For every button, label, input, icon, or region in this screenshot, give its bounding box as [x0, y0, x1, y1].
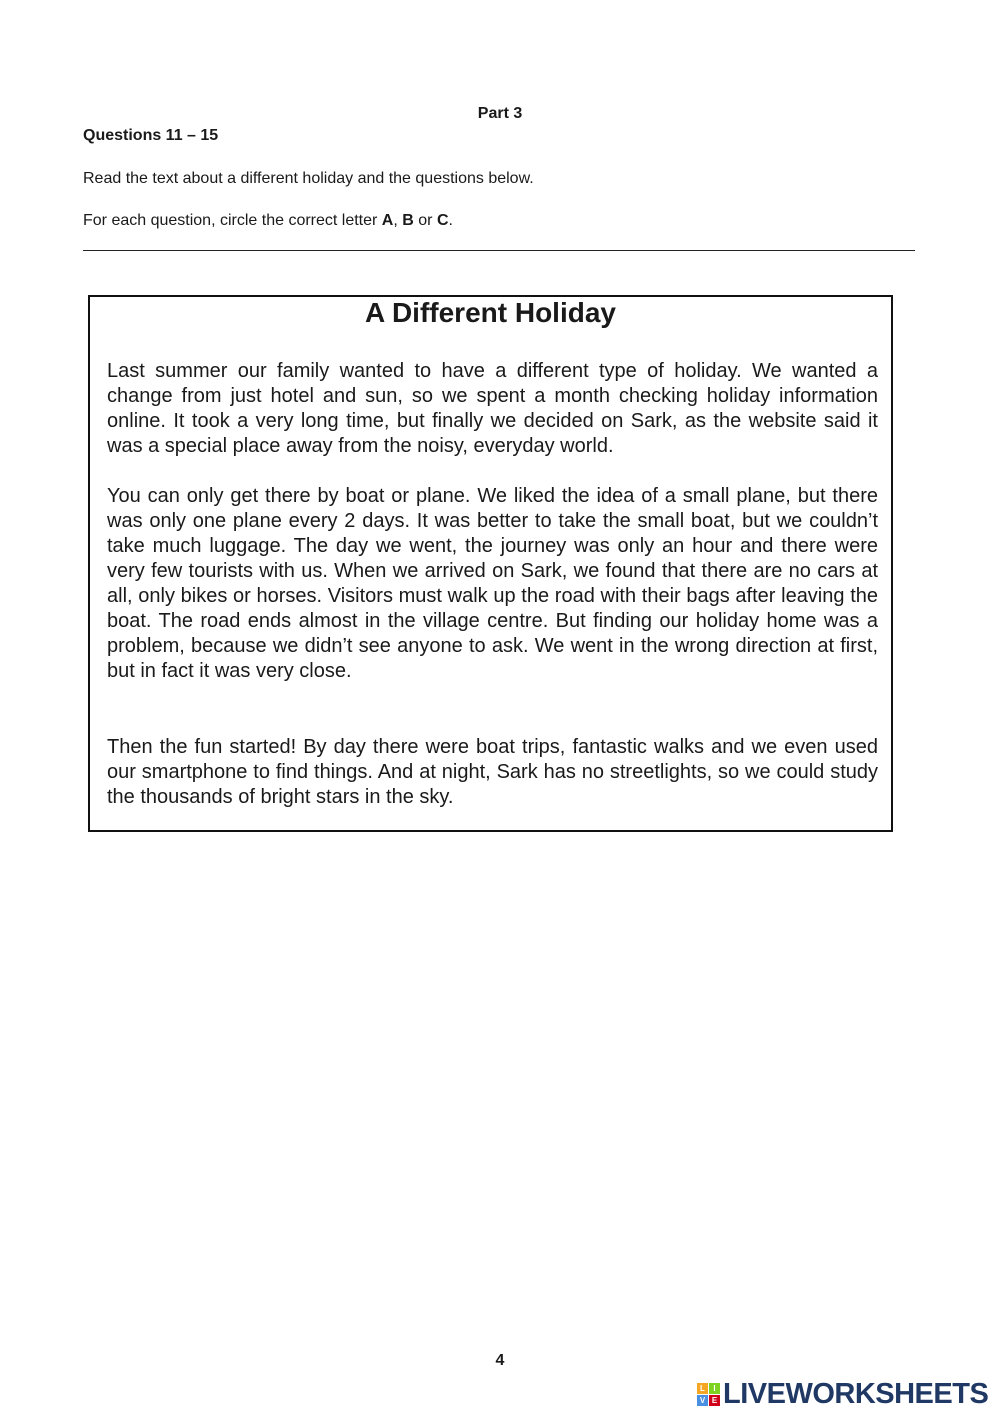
- article-paragraph-1: Last summer our family wanted to have a different type of holiday. We wanted a change from just hotel and sun, so we spent a month checking holiday information online. It took a very long time, but finally we decided on Sark, as the website said it was a special place away from the noisy, everyday world.: [107, 360, 878, 457]
- article-paragraph-3: Then the fun started! By day there were boat trips, fantastic walks and we even used our smartphone to find things. And at night, Sark has no streetlights, so we could study the thousands of bright stars in the sky.: [107, 736, 878, 808]
- letter-b: B: [402, 212, 414, 229]
- page-number: 4: [495, 1352, 505, 1369]
- logo-wordmark: LIVEWORKSHEETS: [723, 1377, 989, 1410]
- logo-mark-icon: [697, 1383, 720, 1406]
- letter-c: C: [436, 212, 449, 229]
- logo-tile-i: I: [709, 1383, 720, 1394]
- article-title: A Different Holiday: [365, 297, 616, 328]
- logo-tile-l: L: [697, 1383, 708, 1394]
- logo-tile-v: V: [697, 1395, 708, 1406]
- circle-instruction-text: For each question, circle the correct letter: [83, 212, 382, 229]
- instruction-or: or: [413, 212, 437, 229]
- letter-a: A: [381, 212, 394, 229]
- instruction-period: .: [448, 212, 453, 229]
- part-heading: Part 3: [477, 105, 523, 122]
- logo-tile-e: E: [709, 1395, 720, 1406]
- questions-range: Questions 11 – 15: [83, 127, 219, 144]
- instruction-comma: ,: [393, 212, 403, 229]
- article-paragraph-2: You can only get there by boat or plane. We liked the idea of a small plane, but there was only one plane every 2 days. It was better to take the small boat, but we couldn’t take much luggage. The day we went, the journey was only an hour and there were very few tourists with us. When we arrived on Sark, we found that there are no cars at all, only bikes or horses. Visitors must walk up the road with their bags after leaving the boat. The road ends almost in the village centre. But finding our holiday home was a problem, because we didn’t see anyone to ask. We went in the wrong direction at first, but in fact it was very close.: [107, 485, 878, 682]
- circle-instruction: [83, 212, 453, 230]
- read-instruction: Read the text about a different holiday and the questions below.: [83, 170, 534, 187]
- divider-line: [83, 250, 915, 251]
- liveworksheets-logo: [697, 1376, 988, 1412]
